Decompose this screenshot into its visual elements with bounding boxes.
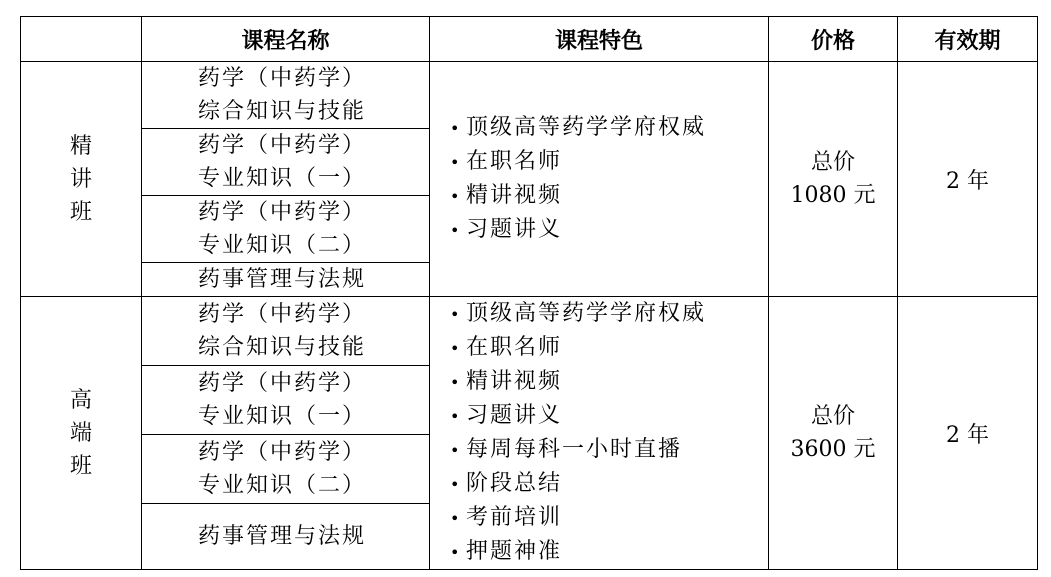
course-line: 药学（中药学） xyxy=(198,133,367,158)
feature-item xyxy=(450,179,768,213)
bullet-icon: • xyxy=(450,153,462,172)
feature-item xyxy=(450,433,768,467)
course-line: 药学（中药学） xyxy=(198,371,367,397)
feature-text: 阶段总结 xyxy=(466,471,563,496)
price-cell xyxy=(769,62,898,297)
course-line: 药学（中药学） xyxy=(198,200,367,225)
tier-name-cell xyxy=(21,62,142,297)
price-cell xyxy=(769,297,898,570)
feature-list xyxy=(430,111,768,247)
tier-name-char: 高 xyxy=(69,387,92,413)
header-row xyxy=(21,17,1038,62)
bullet-icon: • xyxy=(450,339,462,358)
price-label: 总价 xyxy=(810,404,855,429)
feature-list xyxy=(430,297,768,569)
validity-cell: 2 年 xyxy=(898,297,1038,570)
feature-text: 习题讲义 xyxy=(466,403,563,428)
bullet-icon: • xyxy=(450,221,462,240)
course-line: 药事管理与法规 xyxy=(198,267,367,292)
header-features: 课程特色 xyxy=(430,17,769,62)
feature-item xyxy=(450,535,768,569)
course-cell xyxy=(142,297,430,366)
tier-name-char: 班 xyxy=(69,453,92,479)
bullet-icon: • xyxy=(450,187,462,206)
feature-item xyxy=(450,111,768,145)
header-price: 价格 xyxy=(769,17,898,62)
bullet-icon: • xyxy=(450,407,462,426)
price-value: 3600 元 xyxy=(790,437,876,462)
feature-text: 押题神准 xyxy=(466,539,563,564)
bullet-icon: • xyxy=(450,373,462,392)
bullet-icon: • xyxy=(450,119,462,138)
bullet-icon: • xyxy=(450,305,462,324)
course-cell xyxy=(142,366,430,435)
feature-item xyxy=(450,331,768,365)
course-line: 药学（中药学） xyxy=(198,66,367,91)
course-line: 药事管理与法规 xyxy=(198,524,367,550)
feature-text: 每周每科一小时直播 xyxy=(466,437,683,462)
bullet-icon: • xyxy=(450,509,462,528)
course-cell xyxy=(142,435,430,504)
table-row xyxy=(21,297,1038,366)
feature-item xyxy=(450,501,768,535)
header-corner-cell xyxy=(21,17,142,62)
course-cell xyxy=(142,196,430,263)
feature-cell xyxy=(430,62,769,297)
course-line: 药学（中药学） xyxy=(198,302,367,327)
feature-item xyxy=(450,213,768,247)
tier-name-char: 端 xyxy=(69,420,92,446)
validity-cell: 2 年 xyxy=(898,62,1038,297)
price-label: 总价 xyxy=(810,150,855,175)
feature-text: 精讲视频 xyxy=(466,369,563,394)
header-validity: 有效期 xyxy=(898,17,1038,62)
bullet-icon: • xyxy=(450,475,462,494)
feature-cell xyxy=(430,297,769,570)
table-row xyxy=(21,62,1038,129)
feature-item xyxy=(450,365,768,399)
tier-name-char: 精 xyxy=(69,133,92,159)
feature-text: 考前培训 xyxy=(466,505,563,530)
course-cell xyxy=(142,504,430,570)
feature-text: 顶级高等药学学府权威 xyxy=(466,115,707,140)
course-line: 专业知识（二） xyxy=(198,233,367,258)
course-line: 专业知识（二） xyxy=(198,473,367,499)
tier-name-char: 班 xyxy=(69,199,92,225)
tier-name-char: 讲 xyxy=(69,166,92,192)
feature-text: 在职名师 xyxy=(466,335,563,360)
course-line: 综合知识与技能 xyxy=(198,335,367,360)
course-cell xyxy=(142,62,430,129)
course-line: 药学（中药学） xyxy=(198,440,367,466)
course-line: 专业知识（一） xyxy=(198,166,367,191)
feature-text: 精讲视频 xyxy=(466,183,563,208)
course-cell xyxy=(142,263,430,297)
course-line: 专业知识（一） xyxy=(198,404,367,430)
feature-item xyxy=(450,297,768,331)
course-cell xyxy=(142,129,430,196)
feature-item xyxy=(450,467,768,501)
course-table xyxy=(20,16,1038,570)
header-course-name: 课程名称 xyxy=(142,17,430,62)
feature-text: 习题讲义 xyxy=(466,217,563,242)
price-value: 1080 元 xyxy=(790,183,876,208)
tier-name-cell xyxy=(21,297,142,570)
course-line: 综合知识与技能 xyxy=(198,99,367,124)
feature-text: 顶级高等药学学府权威 xyxy=(466,301,707,326)
bullet-icon: • xyxy=(450,543,462,562)
feature-item xyxy=(450,399,768,433)
feature-text: 在职名师 xyxy=(466,149,563,174)
feature-item xyxy=(450,145,768,179)
bullet-icon: • xyxy=(450,441,462,460)
